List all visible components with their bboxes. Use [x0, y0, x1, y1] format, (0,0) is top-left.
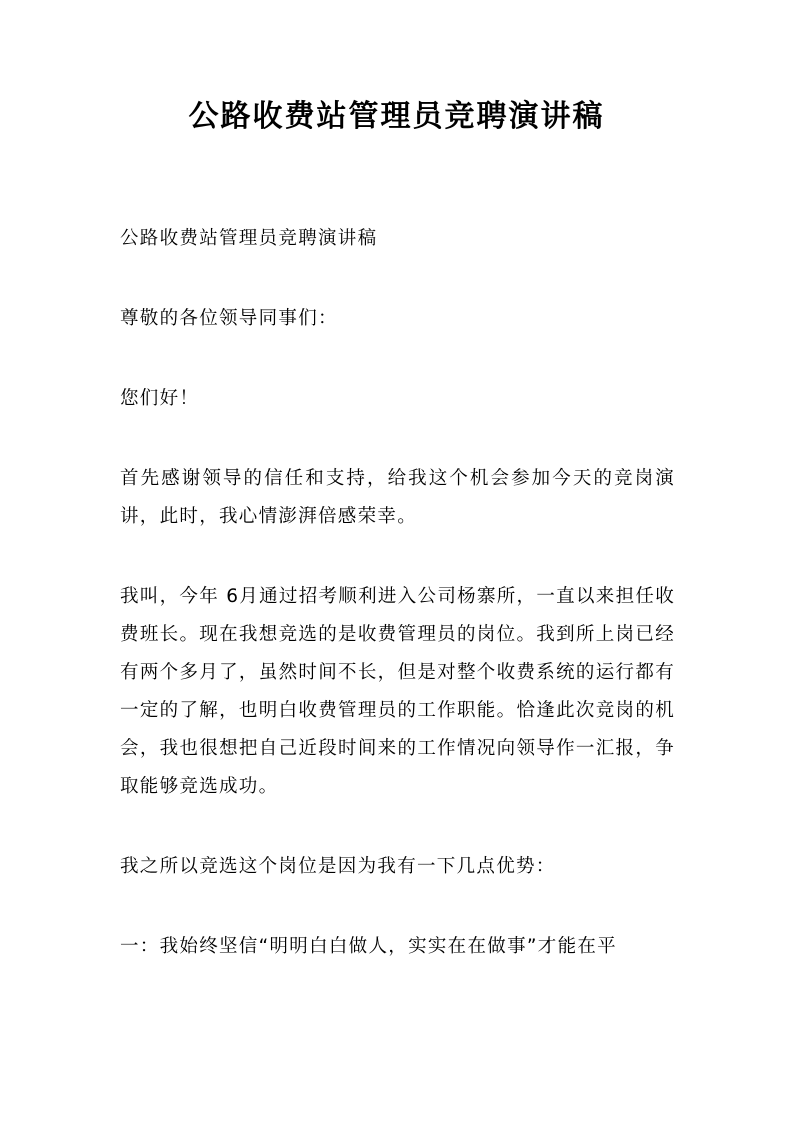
paragraph-thanks: 首先感谢领导的信任和支持，给我这个机会参加今天的竞岗演讲，此时，我心情澎湃倍感荣幸。 [120, 468, 675, 527]
paragraph-salutation: 尊敬的各位领导同事们： [120, 308, 338, 329]
paragraph-subtitle: 公路收费站管理员竞聘演讲稿 [120, 228, 378, 249]
paragraph-point-one: 一：我始终坚信“明明白白做人，实实在在做事”才能在平 [120, 936, 617, 957]
paragraph-introduction: 我叫，今年 6月通过招考顺利进入公司杨寨所，一直以来担任收费班长。现在我想竞选的是收费管理员的岗位。我到所上岗已经有两个多月了，虽然时间不长，但是对整个收费系统的运行都有一定的了解，也明白收费管理员的工作职能。恰逢此次竞岗的机会，我也很想把自己近段时间来的工作情况向领导作一汇报，争取能够竞选成功。 [120, 586, 675, 797]
document-body [120, 220, 675, 1008]
paragraph-advantages-intro: 我之所以竞选这个岗位是因为我有一下几点优势： [120, 856, 556, 877]
paragraph-greeting: 您们好！ [120, 388, 200, 409]
document-title: 公路收费站管理员竞聘演讲稿 [188, 99, 605, 134]
